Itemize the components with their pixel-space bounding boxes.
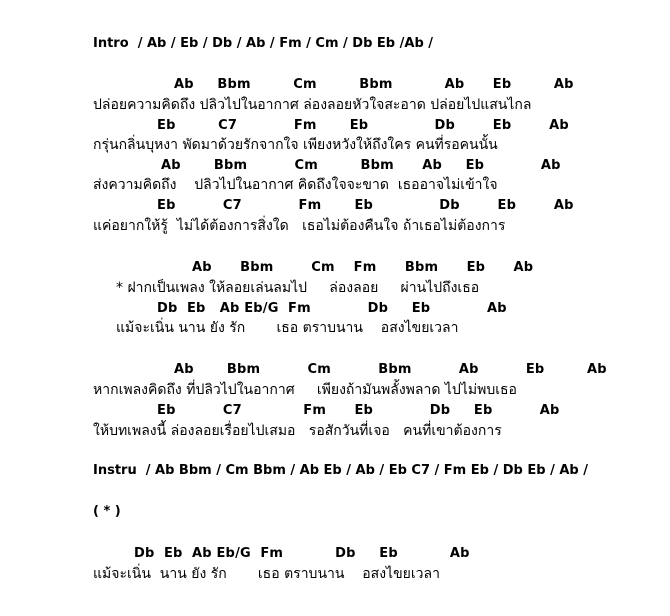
lyric-line: ส่งความคิดถึง ปลิวไปในอากาศ คิดถึงใจจะขาด เธออาจไม่เข้าใจ	[93, 177, 498, 193]
repeat-marker: ( * )	[93, 504, 121, 519]
chord-line: Eb C7 Fm Eb Db Eb Ab	[157, 198, 574, 213]
chord-line: Ab Bbm Cm Bbm Ab Eb Ab	[174, 77, 574, 92]
lyric-line: แม้จะเนิ่น นาน ยัง รัก เธอ ตราบนาน อสงไขยเวลา	[116, 320, 459, 336]
chord-line: Eb C7 Fm Eb Db Eb Ab	[157, 118, 569, 133]
chord-line: Ab Bbm Cm Bbm Ab Eb Ab	[161, 158, 561, 173]
lyric-line: หากเพลงคิดถึง ที่ปลิวไปในอากาศ เพียงถ้ามันพลั้งพลาด ไปไม่พบเธอ	[93, 382, 517, 398]
lyric-line: ปล่อยความคิดถึง ปลิวไปในอากาศ ล่องลอยหัวใจสะอาด ปล่อยไปแสนไกล	[93, 97, 532, 113]
lyric-line: แค่อยากให้รู้ ไม่ได้ต้องการสิ่งใด เธอไม่ต้องคืนใจ ถ้าเธอไม่ต้องการ	[93, 218, 506, 234]
lyric-line: ให้บทเพลงนี้ ล่องลอยเรื่อยไปเสมอ รอสักวันที่เจอ คนที่เขาต้องการ	[93, 423, 502, 439]
lyric-line: แม้จะเนิ่น นาน ยัง รัก เธอ ตราบนาน อสงไขยเวลา	[93, 566, 440, 582]
intro-line: Intro / Ab / Eb / Db / Ab / Fm / Cm / Db Eb /Ab /	[93, 36, 434, 51]
chord-line: Db Eb Ab Eb/G Fm Db Eb Ab	[157, 301, 507, 316]
chord-line: Db Eb Ab Eb/G Fm Db Eb Ab	[134, 546, 470, 561]
chord-line: Ab Bbm Cm Fm Bbm Eb Ab	[192, 260, 534, 275]
lyric-line: * ฝากเป็นเพลง ให้ลอยเล่นลมไป ล่องลอย ผ่านไปถึงเธอ	[116, 280, 480, 296]
chord-line: Ab Bbm Cm Bbm Ab Eb Ab	[174, 362, 607, 377]
chord-line: Eb C7 Fm Eb Db Eb Ab	[157, 403, 560, 418]
instru-line: Instru / Ab Bbm / Cm Bbm / Ab Eb / Ab / Eb C7 / Fm Eb / Db Eb / Ab /	[93, 463, 588, 478]
lyric-line: กรุ่นกลิ่นบุหงา พัดมาด้วยรักจากใจ เพียงหวังให้ถึงใคร คนที่รอคนนั้น	[93, 137, 498, 153]
